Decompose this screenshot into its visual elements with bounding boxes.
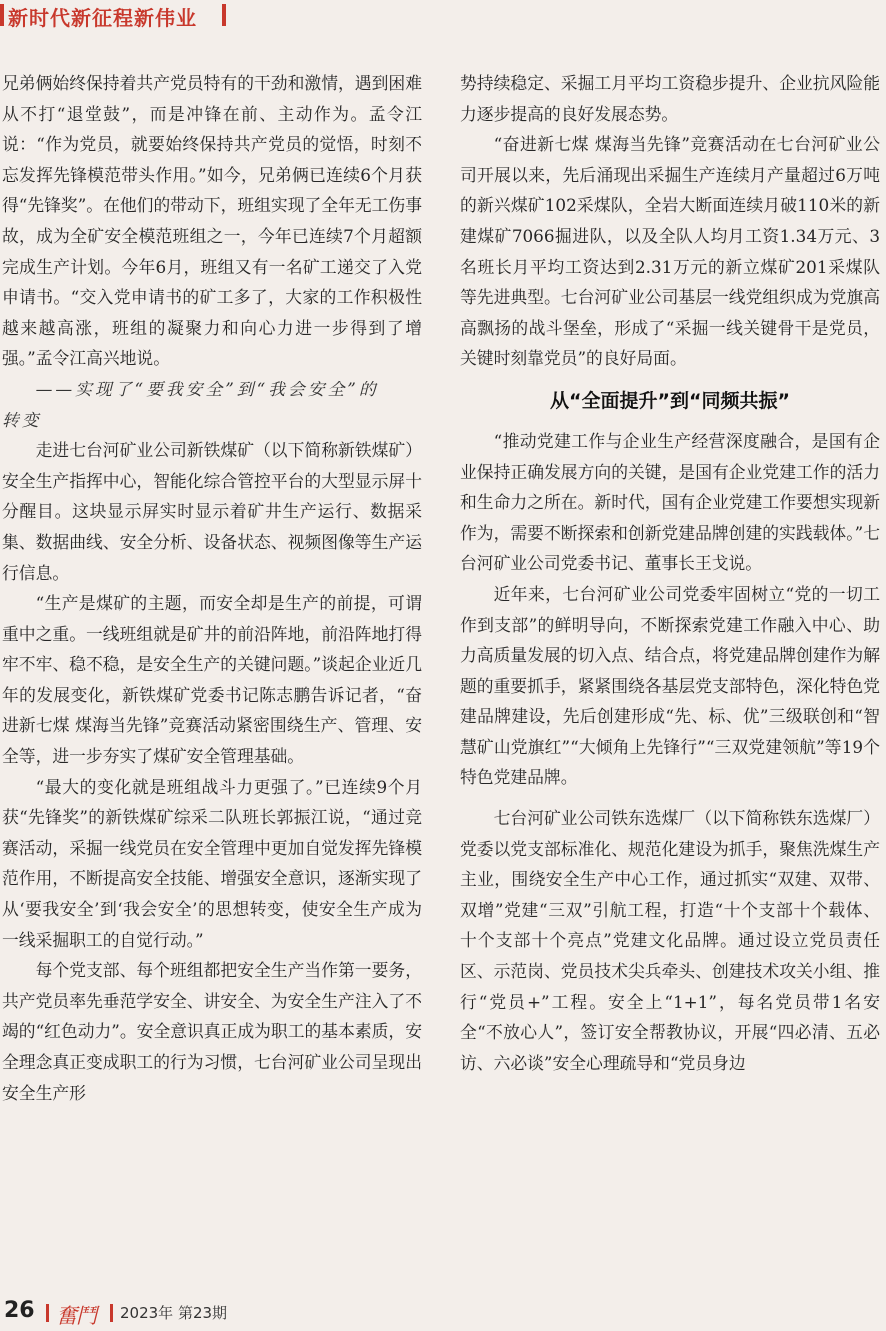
subheading-continuation: 转变: [2, 409, 42, 430]
paragraph: 近年来，七台河矿业公司党委牢固树立“党的一切工作到支部”的鲜明导向，不断探索党建工作融入中心、助力高质量发展的切入点、结合点，将党建品牌创建作为解题的重要抓手，紧紧围绕各基层党支部特色，深化特色党建品牌建设，先后创建形成“先、标、优”三级联创和“智慧矿山党旗红”“大倾角上先锋行”“三双党建领航”等19个特色党建品牌。: [460, 583, 880, 788]
section-heading: 从“全面提升”到“同频共振”: [550, 389, 790, 412]
footer-divider: [110, 1304, 113, 1322]
paragraph: “推动党建工作与企业生产经营深度融合，是国有企业保持正确发展方向的关键，是国有企业党建工作的活力和生命力之所在。新时代，国有企业党建工作要想实现新作为，需要不断探索和创新党建品牌创建的实践载体。”七台河矿业公司党委书记、董事长王戈说。: [460, 430, 880, 574]
paragraph: “奋进新七煤 煤海当先锋”竞赛活动在七台河矿业公司开展以来，先后涌现出采掘生产连续月产量超过6万吨的新兴煤矿102采煤队，全岩大断面连续月破110米的新建煤矿7066掘进队，以及全队人均月工资1.34万元、3名班长月平均工资达到2.31万元的新立煤矿201采煤队等先进典型。七台河矿业公司基层一线党组织成为党旗高高飘扬的战斗堡垒，形成了“采掘一线关键骨干是党员，关键时刻靠党员”的良好局面。: [460, 134, 880, 369]
page-number: 26: [4, 1298, 35, 1323]
paragraph: 兄弟俩始终保持着共产党员特有的干劲和激情，遇到困难从不打“退堂鼓”，而是冲锋在前、主动作为。孟令江说：“作为党员，就要始终保持共产党员的觉悟，时刻不忘发挥先锋模范带头作用。”如今，兄弟俩已连续6个月获得“先锋奖”。在他们的带动下，班组实现了全年无工伤事故，成为全矿安全模范班组之一，今年已连续7个月超额完成生产计划。今年6月，班组又有一名矿工递交了入党申请书。“交入党申请书的矿工多了，大家的工作积极性越来越高涨，班组的凝聚力和向心力进一步得到了增强。”孟令江高兴地说。: [2, 73, 422, 369]
issue-label: 2023年 第23期: [120, 1304, 228, 1322]
page-footer: [0, 1298, 886, 1328]
paragraph: “最大的变化就是班组战斗力更强了。”已连续9个月获“先锋奖”的新铁煤矿综采二队班长郭振江说，“通过竞赛活动，采掘一线党员在安全管理中更加自觉发挥先锋模范作用，不断提高安全技能、增强安全意识，逐渐实现了从‘要我安全’到‘我会安全’的思想转变，使安全生产成为一线采掘职工的自觉行动。”: [2, 776, 422, 950]
header-accent-bar-end: [222, 4, 226, 26]
page-header: [0, 0, 886, 34]
header-accent-bar: [0, 4, 4, 26]
magazine-logo: 奮鬥: [56, 1304, 96, 1328]
paragraph: 七台河矿业公司铁东选煤厂（以下简称铁东选煤厂）党委以党支部标准化、规范化建设为抓手，聚焦洗煤生产主业，围绕安全生产中心工作，通过抓实“双建、双带、双增”党建“三双”引航工程，打造“十个支部十个载体、十个支部十个亮点”党建文化品牌。通过设立党员责任区、示范岗、党员技术尖兵牵头、创建技术攻关小组、推行“党员+”工程。安全上“1+1”，每名党员带1名安全“不放心人”，签订安全帮教协议，开展“四必清、五必访、六必谈”安全心理疏导和“党员身边: [460, 808, 880, 1073]
right-column: [460, 68, 880, 1078]
left-column: [2, 68, 422, 1108]
paragraph: 走进七台河矿业公司新铁煤矿（以下简称新铁煤矿）安全生产指挥中心，智能化综合管控平台的大型显示屏十分醒目。这块显示屏实时显示着矿井生产运行、数据采集、数据曲线、安全分析、设备状态、视频图像等生产运行信息。: [2, 440, 422, 583]
paragraph: “生产是煤矿的主题，而安全却是生产的前提，可谓重中之重。一线班组就是矿井的前沿阵地，前沿阵地打得牢不牢、稳不稳，是安全生产的关键问题。”谈起企业近几年的发展变化，新铁煤矿党委书记陈志鹏告诉记者，“奋进新七煤 煤海当先锋”竞赛活动紧密围绕生产、管理、安全等，进一步夯实了煤矿安全管理基础。: [2, 593, 422, 767]
paragraph: 每个党支部、每个班组都把安全生产当作第一要务，共产党员率先垂范学安全、讲安全、为安全生产注入了不竭的“红色动力”。安全意识真正成为职工的基本素质，安全理念真正变成职工的行为习惯，七台河矿业公司呈现出安全生产形: [2, 960, 422, 1103]
subheading: ——实现了“要我安全”到“我会安全”的: [35, 378, 379, 399]
section-title: 新时代新征程新伟业: [8, 6, 197, 30]
footer-divider: [46, 1304, 49, 1322]
paragraph: 势持续稳定、采掘工月平均工资稳步提升、企业抗风险能力逐步提高的良好发展态势。: [460, 73, 880, 124]
